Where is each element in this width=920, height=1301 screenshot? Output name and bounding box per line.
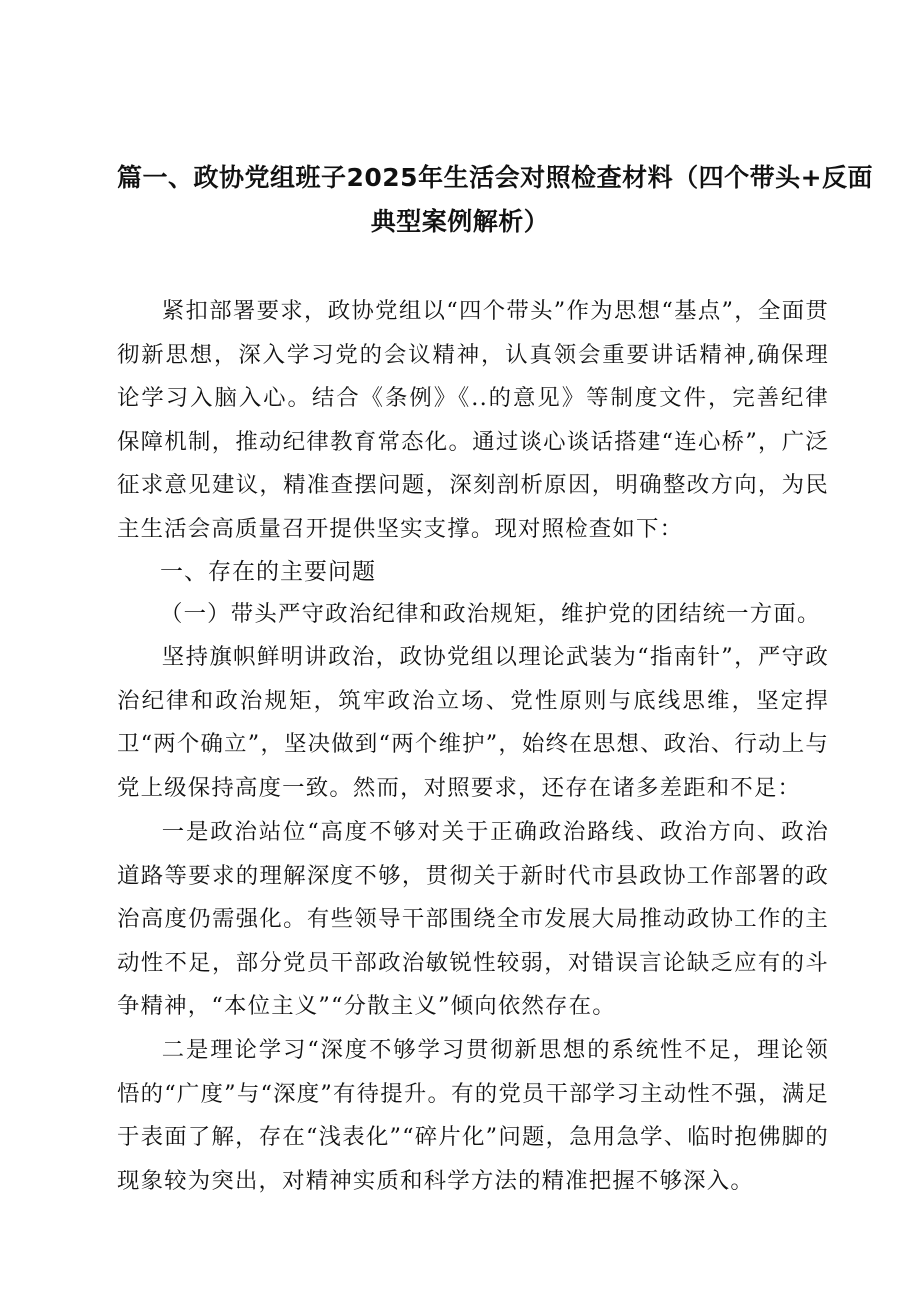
title-line-1: 篇一、政协党组班子2025年生活会对照检查材料（四个带头+反面 [116,163,874,192]
intro-paragraph: 紧扣部署要求，政协党组以“四个带头”作为思想“基点”，全面贯彻新思想，深入学习党的会议精神，认真领会重要讲话精神,确保理论学习入脑入心。结合《条例》《..的意见》等制度文件，完善纪律保障机制，推动纪律教育常态化。通过谈心谈话搭建“连心桥”，广泛征求意见建议，精准查摆问题，深刻剖析原因，明确整改方向，为民主生活会高质量召开提供坚实支撑。现对照检查如下： [117,298,829,542]
document-title [0,156,920,244]
paragraph-theory-study: 二是理论学习“深度不够学习贯彻新思想的系统性不足，理论领悟的“广度”与“深度”有待提升。有的党员干部学习主动性不强，满足于表面了解，存在“浅表化”“碎片化”问题，急用急学、临时抱佛脚的现象较为突出，对精神实质和科学方法的精准把握不够深入。 [117,1037,829,1194]
subsection-heading: （一）带头严守政治纪律和政治规矩，维护党的团结统一方面。 [160,601,821,627]
title-line-2: 典型案例解析） [370,207,550,236]
paragraph-political-stance: 一是政治站位“高度不够对关于正确政治路线、政治方向、政治道路等要求的理解深度不够，贯彻关于新时代市县政协工作部署的政治高度仍需强化。有些领导干部围绕全市发展大局推动政协工作的主动性不足，部分党员干部政治敏锐性较弱，对错误言论缺乏应有的斗争精神，“本位主义”“分散主义”倾向依然存在。 [117,819,829,1020]
section-heading: 一、存在的主要问题 [160,559,376,585]
paragraph-political-discipline: 坚持旗帜鲜明讲政治，政协党组以理论武装为“指南针”，严守政治纪律和政治规矩，筑牢政治立场、党性原则与底线思维，坚定捍卫“两个确立”，坚决做到“两个维护”，始终在思想、政治、行动上与党上级保持高度一致。然而，对照要求，还存在诸多差距和不足： [117,644,829,801]
